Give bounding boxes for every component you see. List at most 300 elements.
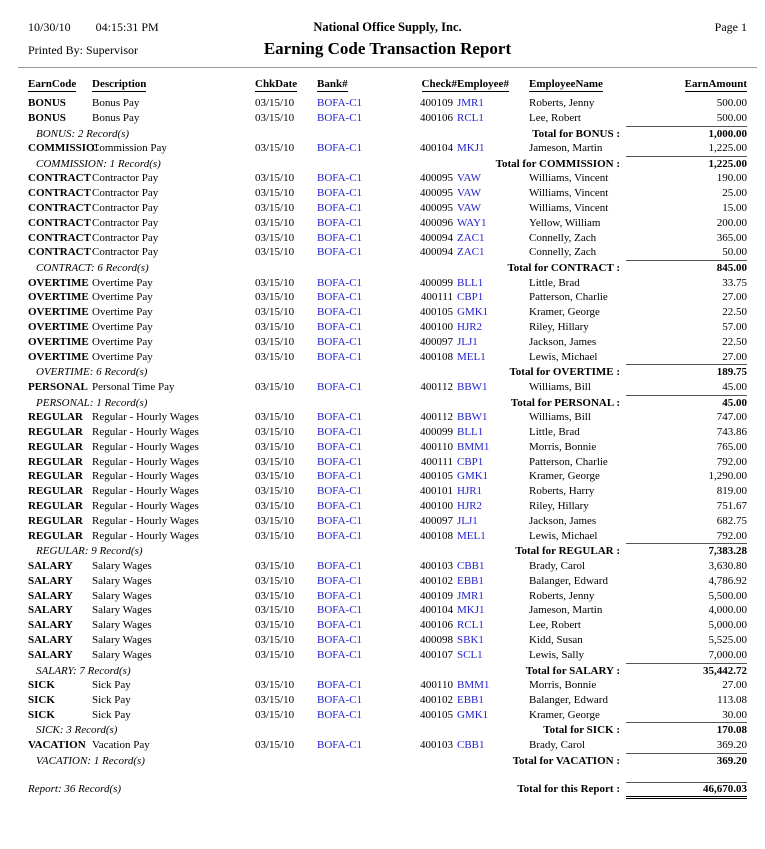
earnamount-cell: 369.20 bbox=[716, 738, 747, 751]
employee-name-cell: Kramer, George bbox=[529, 708, 600, 721]
employee-name-cell: Kramer, George bbox=[529, 306, 600, 319]
earnamount-cell: 22.50 bbox=[722, 335, 747, 348]
chkdate-cell: 03/15/10 bbox=[255, 514, 295, 527]
check-number-cell: 400097 bbox=[420, 514, 453, 527]
employee-name-cell: Lee, Robert bbox=[529, 619, 581, 632]
description-cell: Sick Pay bbox=[92, 693, 131, 706]
table-row bbox=[28, 633, 747, 648]
employee-number-link[interactable]: HJR1 bbox=[457, 485, 483, 498]
table-row bbox=[28, 141, 747, 156]
bank-link[interactable]: BOFA-C1 bbox=[317, 648, 363, 661]
chkdate-cell: 03/15/10 bbox=[255, 111, 295, 124]
check-number-cell: 400110 bbox=[420, 679, 453, 691]
bank-link[interactable]: BOFA-C1 bbox=[317, 231, 363, 244]
earncode-cell: REGULAR bbox=[28, 455, 84, 468]
description-cell: Overtime Pay bbox=[92, 350, 153, 363]
chkdate-cell: 03/15/10 bbox=[255, 306, 295, 319]
table-row bbox=[28, 708, 747, 723]
employee-number-link[interactable]: MKJ1 bbox=[457, 604, 485, 617]
employee-number-link[interactable]: CBB1 bbox=[457, 738, 485, 751]
bank-link[interactable]: BOFA-C1 bbox=[317, 619, 363, 632]
earncode-cell: VACATION bbox=[28, 738, 86, 751]
col-check: Check# bbox=[421, 78, 457, 90]
table-row bbox=[28, 171, 747, 186]
description-cell: Regular - Hourly Wages bbox=[92, 514, 199, 527]
group-record-count: REGULAR: 9 Record(s) bbox=[36, 545, 143, 558]
group-total-label: Total for BONUS : bbox=[532, 127, 620, 140]
bank-link[interactable]: BOFA-C1 bbox=[317, 426, 363, 439]
bank-link[interactable]: BOFA-C1 bbox=[317, 589, 363, 602]
column-header-row bbox=[28, 78, 747, 92]
chkdate-cell: 03/15/10 bbox=[255, 485, 295, 498]
chkdate-cell: 03/15/10 bbox=[255, 648, 295, 661]
earncode-cell: REGULAR bbox=[28, 426, 84, 439]
earncode-cell: CONTRACT bbox=[28, 201, 91, 214]
check-number-cell: 400100 bbox=[420, 321, 453, 334]
group-summary-row bbox=[28, 126, 747, 142]
employee-name-cell: Williams, Vincent bbox=[529, 172, 609, 185]
chkdate-cell: 03/15/10 bbox=[255, 142, 295, 155]
employee-name-cell: Jackson, James bbox=[529, 335, 597, 348]
earncode-cell: SALARY bbox=[28, 604, 73, 617]
group-total-amount: 189.75 bbox=[626, 364, 747, 381]
earnamount-cell: 45.00 bbox=[722, 380, 747, 393]
bank-link[interactable]: BOFA-C1 bbox=[317, 574, 363, 587]
col-earnamount: EarnAmount bbox=[684, 78, 747, 90]
employee-number-link[interactable]: BBW1 bbox=[457, 411, 488, 424]
earncode-cell: PERSONAL bbox=[28, 380, 88, 393]
check-number-cell: 400105 bbox=[420, 306, 453, 319]
employee-number-link[interactable]: BBW1 bbox=[457, 380, 488, 393]
earncode-cell: SALARY bbox=[28, 619, 73, 632]
employee-number-link[interactable]: HJR2 bbox=[457, 500, 483, 513]
bank-link[interactable]: BOFA-C1 bbox=[317, 350, 363, 363]
employee-name-cell: Connelly, Zach bbox=[529, 246, 597, 259]
check-number-cell: 400103 bbox=[420, 738, 453, 751]
employee-name-cell: Lewis, Michael bbox=[529, 529, 598, 542]
employee-number-link[interactable]: CBP1 bbox=[457, 291, 484, 304]
earnamount-cell: 1,290.00 bbox=[708, 470, 747, 483]
group-total-amount: 1,000.00 bbox=[626, 126, 747, 143]
earnamount-cell: 792.00 bbox=[716, 455, 747, 468]
employee-name-cell: Roberts, Jenny bbox=[529, 97, 595, 109]
bank-link[interactable]: BOFA-C1 bbox=[317, 708, 363, 721]
employee-number-link[interactable]: VAW bbox=[457, 187, 481, 200]
description-cell: Regular - Hourly Wages bbox=[92, 500, 199, 513]
employee-number-link[interactable]: GMK1 bbox=[457, 470, 489, 483]
employee-number-link[interactable]: RCL1 bbox=[457, 111, 484, 124]
chkdate-cell: 03/15/10 bbox=[255, 529, 295, 542]
chkdate-cell: 03/15/10 bbox=[255, 440, 295, 453]
earnamount-cell: 27.00 bbox=[722, 291, 747, 304]
bank-link[interactable]: BOFA-C1 bbox=[317, 633, 363, 646]
bank-link[interactable]: BOFA-C1 bbox=[317, 693, 363, 706]
description-cell: Contractor Pay bbox=[92, 216, 159, 229]
earncode-cell: COMMISSIO! bbox=[28, 142, 99, 155]
description-cell: Bonus Pay bbox=[92, 97, 140, 109]
bank-link[interactable]: BOFA-C1 bbox=[317, 738, 363, 751]
description-cell: Salary Wages bbox=[92, 648, 152, 661]
description-cell: Salary Wages bbox=[92, 633, 152, 646]
col-bank: Bank# bbox=[317, 78, 348, 90]
check-number-cell: 400103 bbox=[420, 559, 453, 572]
earnamount-cell: 751.67 bbox=[716, 500, 747, 513]
group-summary-row bbox=[28, 543, 747, 559]
employee-number-link[interactable]: ZAC1 bbox=[457, 231, 485, 244]
description-cell: Overtime Pay bbox=[92, 291, 153, 304]
table-row bbox=[28, 320, 747, 335]
employee-name-cell: Williams, Vincent bbox=[529, 187, 609, 200]
employee-name-cell: Riley, Hillary bbox=[529, 500, 589, 513]
table-row bbox=[28, 111, 747, 126]
employee-number-link[interactable]: MKJ1 bbox=[457, 142, 485, 155]
bank-link[interactable]: BOFA-C1 bbox=[317, 306, 363, 319]
chkdate-cell: 03/15/10 bbox=[255, 633, 295, 646]
col-employee-name: EmployeeName bbox=[529, 78, 603, 90]
table-row bbox=[28, 499, 747, 514]
earnamount-cell: 5,500.00 bbox=[708, 589, 747, 602]
employee-number-link[interactable]: VAW bbox=[457, 201, 481, 214]
table-row bbox=[28, 469, 747, 484]
check-number-cell: 400110 bbox=[420, 440, 453, 453]
table-row bbox=[28, 678, 747, 693]
group-record-count: VACATION: 1 Record(s) bbox=[36, 754, 145, 767]
chkdate-cell: 03/15/10 bbox=[255, 604, 295, 617]
description-cell: Regular - Hourly Wages bbox=[92, 485, 199, 498]
chkdate-cell: 03/15/10 bbox=[255, 172, 295, 185]
report-total-amount: 46,670.03 bbox=[626, 782, 747, 799]
group-record-count: OVERTIME: 6 Record(s) bbox=[36, 366, 148, 379]
group-record-count: COMMISSION: 1 Record(s) bbox=[36, 157, 161, 170]
employee-name-cell: Balanger, Edward bbox=[529, 693, 608, 706]
employee-number-link[interactable]: RCL1 bbox=[457, 619, 484, 632]
earnamount-cell: 765.00 bbox=[716, 440, 747, 453]
description-cell: Sick Pay bbox=[92, 708, 131, 721]
group-total-amount: 170.08 bbox=[626, 722, 747, 739]
employee-name-cell: Roberts, Harry bbox=[529, 485, 595, 498]
chkdate-cell: 03/15/10 bbox=[255, 291, 295, 304]
bank-link[interactable]: BOFA-C1 bbox=[317, 246, 363, 259]
earnamount-cell: 7,000.00 bbox=[708, 648, 747, 661]
table-row bbox=[28, 231, 747, 246]
check-number-cell: 400095 bbox=[420, 172, 453, 185]
chkdate-cell: 03/15/10 bbox=[255, 679, 295, 691]
group-total-amount: 7,383.28 bbox=[626, 543, 747, 560]
page-number: Page 1 bbox=[714, 20, 747, 34]
bank-link[interactable]: BOFA-C1 bbox=[317, 514, 363, 527]
employee-name-cell: Little, Brad bbox=[529, 276, 580, 289]
bank-link[interactable]: BOFA-C1 bbox=[317, 455, 363, 468]
earncode-cell: OVERTIME bbox=[28, 321, 89, 334]
report-total-label: Total for this Report : bbox=[517, 783, 620, 796]
employee-number-link[interactable]: EBB1 bbox=[457, 693, 484, 706]
description-cell: Regular - Hourly Wages bbox=[92, 529, 199, 542]
description-cell: Contractor Pay bbox=[92, 187, 159, 200]
check-number-cell: 400102 bbox=[420, 693, 453, 706]
earncode-cell: SICK bbox=[28, 679, 55, 691]
chkdate-cell: 03/15/10 bbox=[255, 335, 295, 348]
report-title: Earning Code Transaction Report bbox=[263, 39, 512, 58]
earnamount-cell: 113.08 bbox=[717, 693, 747, 706]
check-number-cell: 400111 bbox=[420, 455, 453, 468]
earnamount-cell: 4,000.00 bbox=[708, 604, 747, 617]
group-total-amount: 35,442.72 bbox=[626, 663, 747, 680]
earncode-cell: OVERTIME bbox=[28, 276, 89, 289]
bank-link[interactable]: BOFA-C1 bbox=[317, 380, 363, 393]
chkdate-cell: 03/15/10 bbox=[255, 276, 295, 289]
earncode-cell: SALARY bbox=[28, 559, 73, 572]
earnamount-cell: 57.00 bbox=[722, 321, 747, 334]
check-number-cell: 400095 bbox=[420, 187, 453, 200]
employee-number-link[interactable]: BMM1 bbox=[457, 440, 490, 453]
group-total-amount: 369.20 bbox=[626, 753, 747, 770]
employee-number-link[interactable]: GMK1 bbox=[457, 708, 489, 721]
table-row bbox=[28, 648, 747, 663]
chkdate-cell: 03/15/10 bbox=[255, 246, 295, 259]
chkdate-cell: 03/15/10 bbox=[255, 455, 295, 468]
employee-name-cell: Little, Brad bbox=[529, 426, 580, 439]
group-record-count: CONTRACT: 6 Record(s) bbox=[36, 262, 149, 275]
earnamount-cell: 27.00 bbox=[722, 679, 747, 691]
bank-link[interactable]: BOFA-C1 bbox=[317, 411, 363, 424]
earncode-cell: OVERTIME bbox=[28, 291, 89, 304]
earncode-cell: SALARY bbox=[28, 648, 73, 661]
employee-number-link[interactable]: SCL1 bbox=[457, 648, 483, 661]
employee-name-cell: Kidd, Susan bbox=[529, 633, 583, 646]
bank-link[interactable]: BOFA-C1 bbox=[317, 201, 363, 214]
table-row bbox=[28, 350, 747, 365]
employee-number-link[interactable]: HJR2 bbox=[457, 321, 483, 334]
employee-name-cell: Patterson, Charlie bbox=[529, 291, 608, 304]
employee-number-link[interactable]: BMM1 bbox=[457, 679, 490, 691]
earncode-cell: SALARY bbox=[28, 574, 73, 587]
table-row bbox=[28, 603, 747, 618]
employee-number-link[interactable]: WAY1 bbox=[457, 216, 487, 229]
description-cell: Regular - Hourly Wages bbox=[92, 455, 199, 468]
employee-number-link[interactable]: CBP1 bbox=[457, 455, 484, 468]
group-summary-row bbox=[28, 663, 747, 679]
earncode-cell: SICK bbox=[28, 708, 55, 721]
employee-name-cell: Yellow, William bbox=[529, 216, 601, 229]
bank-link[interactable]: BOFA-C1 bbox=[317, 559, 363, 572]
table-row bbox=[28, 693, 747, 708]
group-record-count: BONUS: 2 Record(s) bbox=[36, 127, 130, 140]
col-earncode: EarnCode bbox=[28, 78, 77, 90]
check-number-cell: 400108 bbox=[420, 529, 453, 542]
table-row bbox=[28, 186, 747, 201]
earnamount-cell: 3,630.80 bbox=[708, 559, 747, 572]
description-cell: Commission Pay bbox=[92, 142, 167, 155]
check-number-cell: 400099 bbox=[420, 276, 453, 289]
group-summary-row bbox=[28, 395, 747, 411]
table-row bbox=[28, 245, 747, 260]
employee-number-link[interactable]: JMR1 bbox=[457, 97, 484, 109]
check-number-cell: 400098 bbox=[420, 633, 453, 646]
chkdate-cell: 03/15/10 bbox=[255, 619, 295, 632]
bank-link[interactable]: BOFA-C1 bbox=[317, 111, 363, 124]
chkdate-cell: 03/15/10 bbox=[255, 559, 295, 572]
chkdate-cell: 03/15/10 bbox=[255, 187, 295, 200]
earnamount-cell: 4,786.92 bbox=[708, 574, 747, 587]
check-number-cell: 400106 bbox=[420, 111, 453, 124]
bank-link[interactable]: BOFA-C1 bbox=[317, 604, 363, 617]
table-row bbox=[28, 335, 747, 350]
bank-link[interactable]: BOFA-C1 bbox=[317, 335, 363, 348]
report-time: 04:15:31 PM bbox=[95, 20, 159, 34]
description-cell: Personal Time Pay bbox=[92, 380, 175, 393]
employee-name-cell: Patterson, Charlie bbox=[529, 455, 608, 468]
group-total-label: Total for COMMISSION : bbox=[495, 157, 620, 170]
earncode-cell: REGULAR bbox=[28, 411, 84, 424]
employee-name-cell: Kramer, George bbox=[529, 470, 600, 483]
employee-number-link[interactable]: MEL1 bbox=[457, 350, 486, 363]
bank-link[interactable]: BOFA-C1 bbox=[317, 440, 363, 453]
earncode-cell: SALARY bbox=[28, 589, 73, 602]
employee-name-cell: Williams, Bill bbox=[529, 380, 591, 393]
bank-link[interactable]: BOFA-C1 bbox=[317, 321, 363, 334]
earnamount-cell: 743.86 bbox=[716, 426, 747, 439]
earnamount-cell: 200.00 bbox=[716, 216, 747, 229]
employee-name-cell: Balanger, Edward bbox=[529, 574, 608, 587]
table-row bbox=[28, 276, 747, 291]
employee-name-cell: Roberts, Jenny bbox=[529, 589, 595, 602]
employee-number-link[interactable]: CBB1 bbox=[457, 559, 485, 572]
earncode-cell: REGULAR bbox=[28, 529, 84, 542]
printed-by: Printed By: Supervisor bbox=[28, 43, 138, 57]
chkdate-cell: 03/15/10 bbox=[255, 216, 295, 229]
employee-number-link[interactable]: EBB1 bbox=[457, 574, 484, 587]
chkdate-cell: 03/15/10 bbox=[255, 693, 295, 706]
employee-number-link[interactable]: JLJ1 bbox=[457, 335, 478, 348]
earncode-cell: REGULAR bbox=[28, 440, 84, 453]
group-total-label: Total for SALARY : bbox=[525, 664, 620, 677]
chkdate-cell: 03/15/10 bbox=[255, 411, 295, 424]
bank-link[interactable]: BOFA-C1 bbox=[317, 485, 363, 498]
chkdate-cell: 03/15/10 bbox=[255, 470, 295, 483]
description-cell: Salary Wages bbox=[92, 559, 152, 572]
employee-number-link[interactable]: MEL1 bbox=[457, 529, 486, 542]
description-cell: Overtime Pay bbox=[92, 306, 153, 319]
bank-link[interactable]: BOFA-C1 bbox=[317, 529, 363, 542]
earncode-cell: CONTRACT bbox=[28, 216, 91, 229]
check-number-cell: 400105 bbox=[420, 708, 453, 721]
check-number-cell: 400094 bbox=[420, 246, 453, 259]
description-cell: Bonus Pay bbox=[92, 111, 140, 124]
check-number-cell: 400104 bbox=[420, 142, 453, 155]
group-record-count: PERSONAL: 1 Record(s) bbox=[36, 396, 148, 409]
chkdate-cell: 03/15/10 bbox=[255, 321, 295, 334]
earncode-cell: REGULAR bbox=[28, 485, 84, 498]
earnamount-cell: 30.00 bbox=[722, 708, 747, 721]
employee-number-link[interactable]: VAW bbox=[457, 172, 481, 185]
report-body bbox=[28, 96, 747, 768]
table-row bbox=[28, 738, 747, 753]
report-date: 10/30/10 bbox=[28, 20, 71, 34]
table-row bbox=[28, 618, 747, 633]
bank-link[interactable]: BOFA-C1 bbox=[317, 187, 363, 200]
table-row bbox=[28, 201, 747, 216]
earncode-cell: REGULAR bbox=[28, 500, 84, 513]
check-number-cell: 400102 bbox=[420, 574, 453, 587]
report-total-row bbox=[28, 782, 747, 799]
check-number-cell: 400099 bbox=[420, 426, 453, 439]
employee-number-link[interactable]: BLL1 bbox=[457, 426, 484, 439]
employee-name-cell: Williams, Vincent bbox=[529, 201, 609, 214]
col-employee-num: Employee# bbox=[457, 78, 509, 90]
description-cell: Regular - Hourly Wages bbox=[92, 426, 199, 439]
employee-number-link[interactable]: BLL1 bbox=[457, 276, 484, 289]
description-cell: Regular - Hourly Wages bbox=[92, 470, 199, 483]
table-row bbox=[28, 425, 747, 440]
bank-link[interactable]: BOFA-C1 bbox=[317, 500, 363, 513]
earnamount-cell: 500.00 bbox=[716, 97, 747, 109]
employee-name-cell: Brady, Carol bbox=[529, 738, 586, 751]
employee-number-link[interactable]: GMK1 bbox=[457, 306, 489, 319]
earnamount-cell: 25.00 bbox=[722, 187, 747, 200]
earncode-cell: OVERTIME bbox=[28, 335, 89, 348]
employee-number-link[interactable]: ZAC1 bbox=[457, 246, 485, 259]
col-description: Description bbox=[92, 78, 147, 90]
group-total-amount: 845.00 bbox=[626, 260, 747, 277]
description-cell: Salary Wages bbox=[92, 604, 152, 617]
earncode-cell: OVERTIME bbox=[28, 350, 89, 363]
bank-link[interactable]: BOFA-C1 bbox=[317, 470, 363, 483]
description-cell: Contractor Pay bbox=[92, 172, 159, 185]
bank-link[interactable]: BOFA-C1 bbox=[317, 291, 363, 304]
chkdate-cell: 03/15/10 bbox=[255, 708, 295, 721]
description-cell: Contractor Pay bbox=[92, 246, 159, 259]
chkdate-cell: 03/15/10 bbox=[255, 97, 295, 109]
description-cell: Vacation Pay bbox=[92, 738, 150, 751]
earnamount-cell: 50.00 bbox=[722, 246, 747, 259]
employee-name-cell: Connelly, Zach bbox=[529, 231, 597, 244]
employee-number-link[interactable]: JMR1 bbox=[457, 589, 484, 602]
earnamount-cell: 792.00 bbox=[716, 529, 747, 542]
check-number-cell: 400101 bbox=[420, 485, 453, 498]
bank-link[interactable]: BOFA-C1 bbox=[317, 97, 363, 109]
bank-link[interactable]: BOFA-C1 bbox=[317, 172, 363, 185]
check-number-cell: 400109 bbox=[420, 589, 453, 602]
datetime bbox=[28, 20, 248, 35]
table-row bbox=[28, 484, 747, 499]
report-record-count: Report: 36 Record(s) bbox=[28, 783, 122, 796]
bank-link[interactable]: BOFA-C1 bbox=[317, 276, 363, 289]
employee-name-cell: Jameson, Martin bbox=[529, 142, 603, 155]
employee-number-link[interactable]: SBK1 bbox=[457, 633, 484, 646]
check-number-cell: 400111 bbox=[420, 291, 453, 304]
description-cell: Regular - Hourly Wages bbox=[92, 411, 199, 424]
earncode-cell: BONUS bbox=[28, 97, 66, 109]
employee-number-link[interactable]: JLJ1 bbox=[457, 514, 478, 527]
description-cell: Sick Pay bbox=[92, 679, 131, 691]
chkdate-cell: 03/15/10 bbox=[255, 738, 295, 751]
description-cell: Regular - Hourly Wages bbox=[92, 440, 199, 453]
check-number-cell: 400104 bbox=[420, 604, 453, 617]
bank-link[interactable]: BOFA-C1 bbox=[317, 142, 363, 155]
earnamount-cell: 22.50 bbox=[722, 306, 747, 319]
chkdate-cell: 03/15/10 bbox=[255, 231, 295, 244]
employee-name-cell: Brady, Carol bbox=[529, 559, 586, 572]
table-row bbox=[28, 559, 747, 574]
bank-link[interactable]: BOFA-C1 bbox=[317, 216, 363, 229]
table-row bbox=[28, 410, 747, 425]
earncode-cell: CONTRACT bbox=[28, 246, 91, 259]
group-record-count: SALARY: 7 Record(s) bbox=[36, 664, 131, 677]
check-number-cell: 400112 bbox=[420, 380, 453, 393]
bank-link[interactable]: BOFA-C1 bbox=[317, 679, 363, 691]
earncode-cell: CONTRACT bbox=[28, 187, 91, 200]
group-summary-row bbox=[28, 364, 747, 380]
